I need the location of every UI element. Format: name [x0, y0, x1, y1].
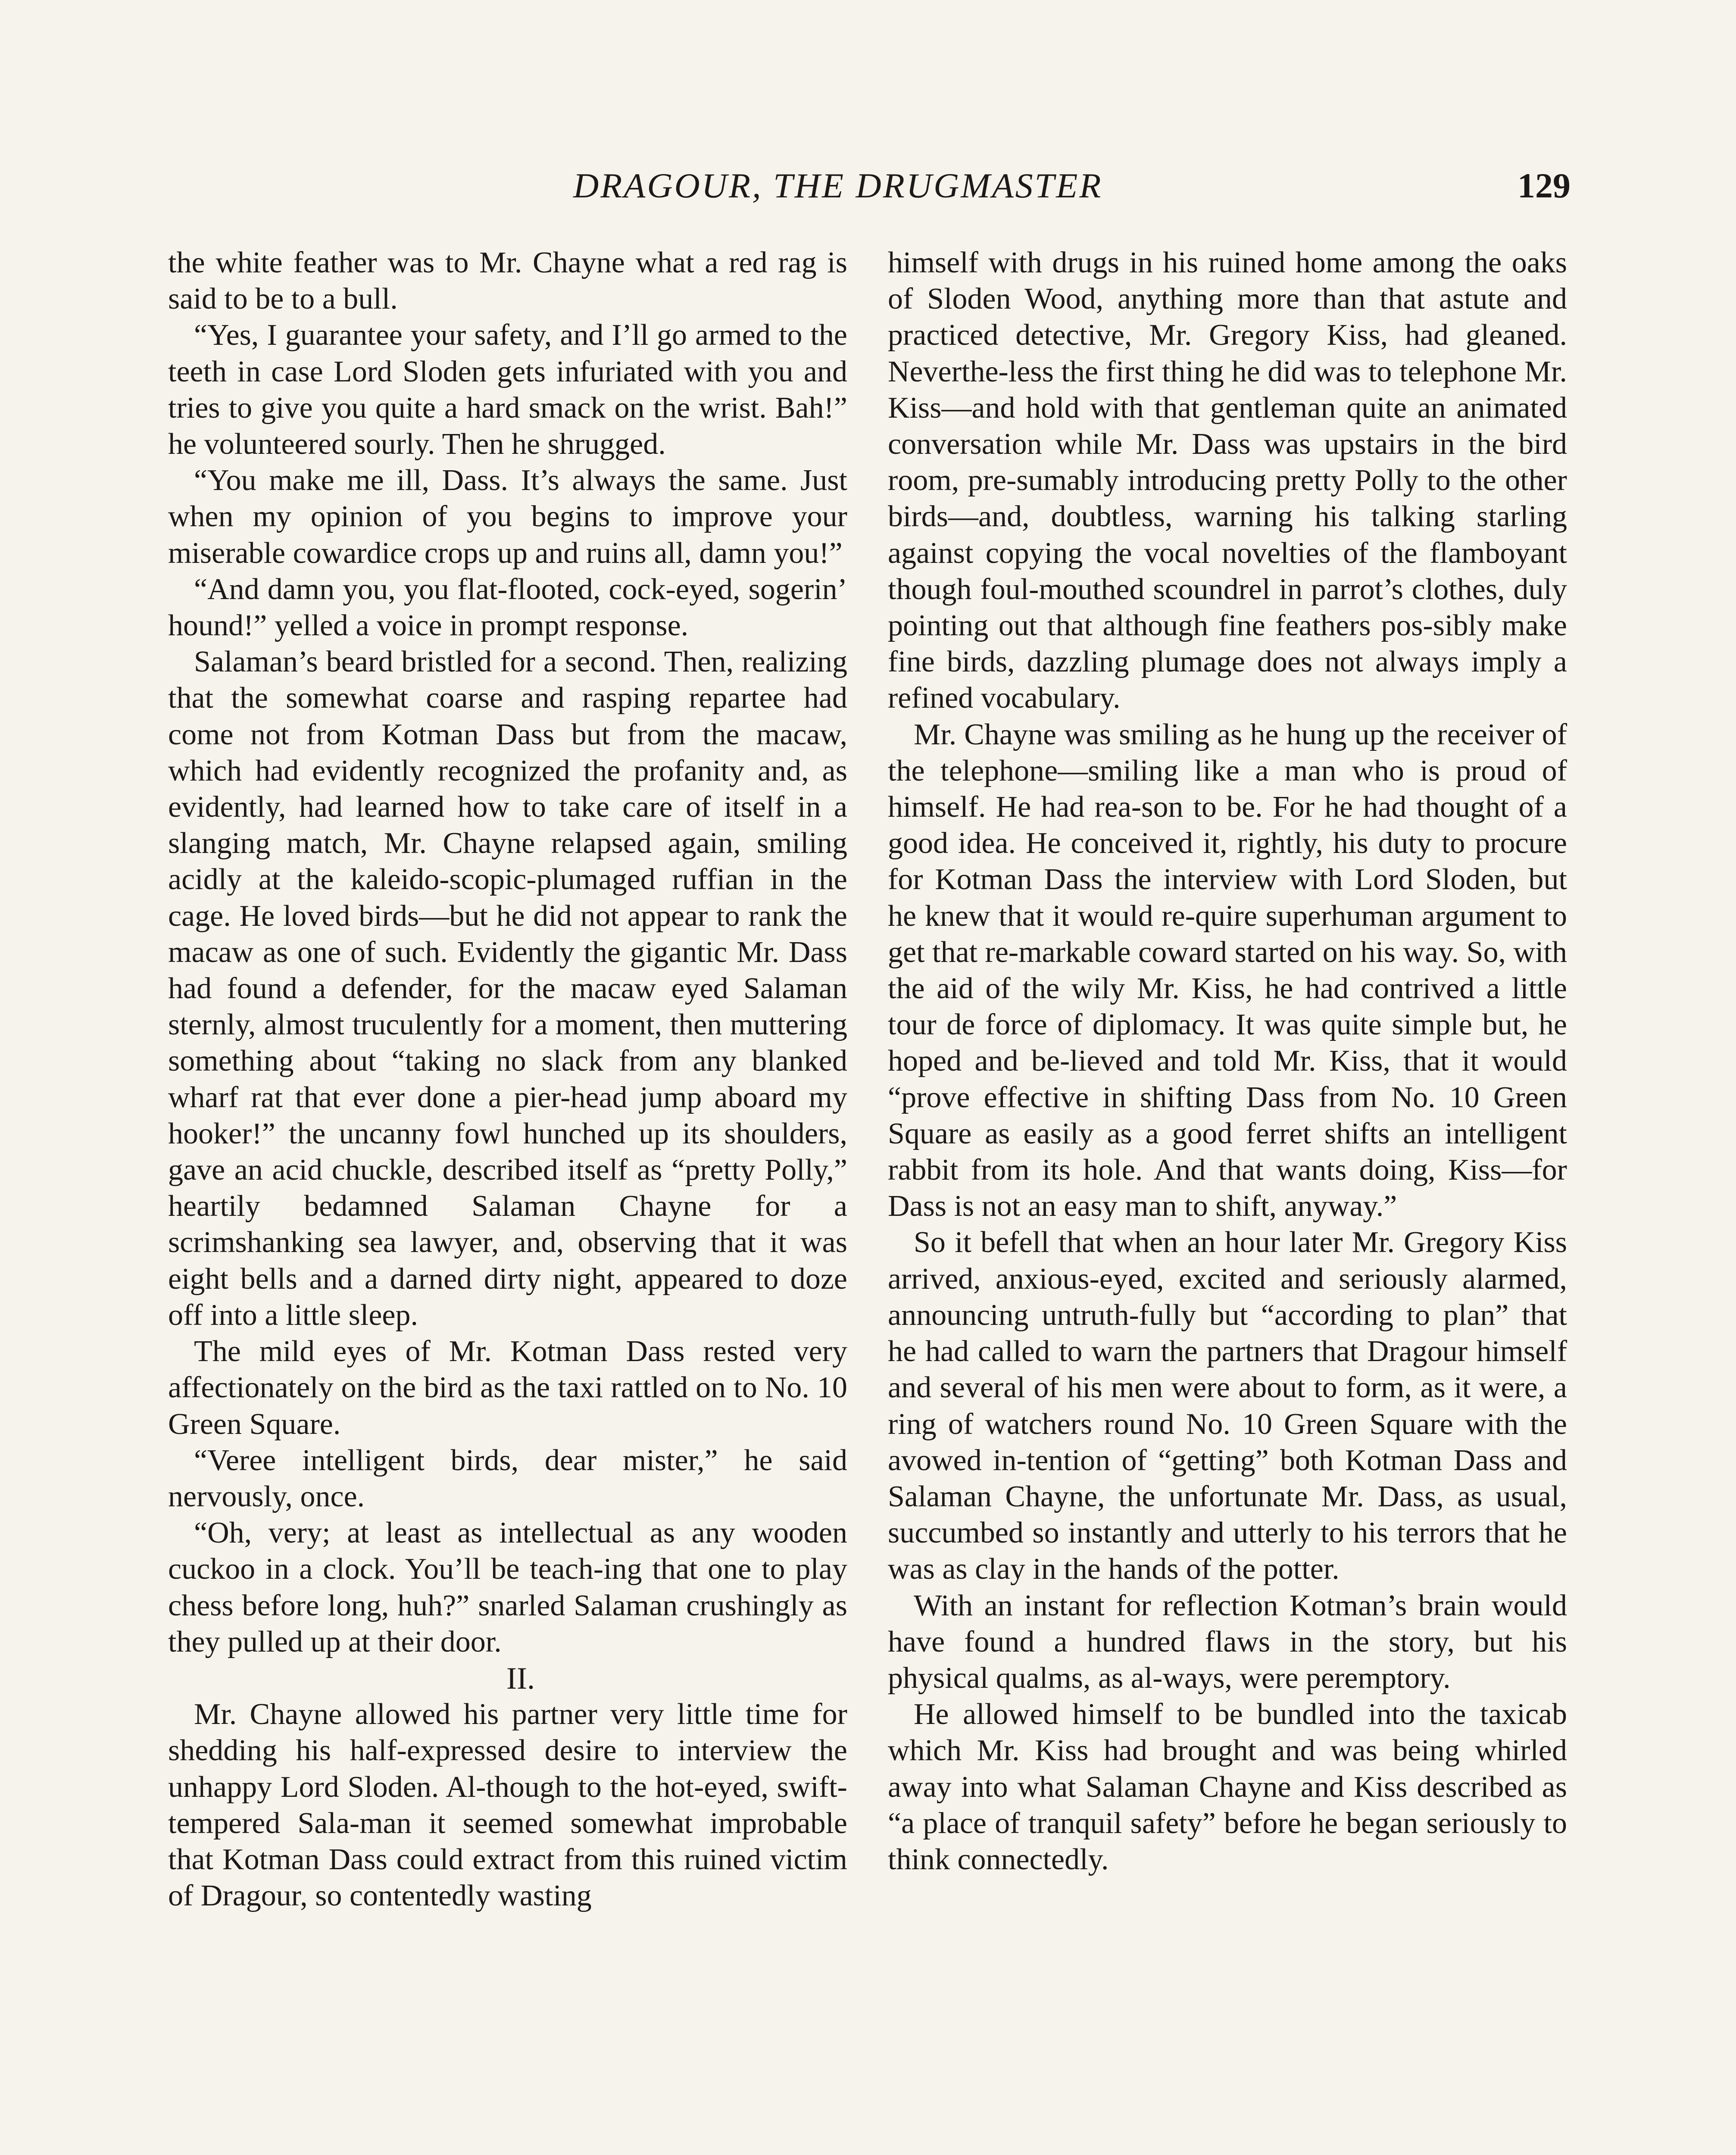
paragraph: “Yes, I guarantee your safety, and I’ll go armed to the teeth in case Lord Sloden gets infuriated with you and tries to give you quite a hard smack on the wrist. Bah!” he volunteered sourly. Then he shrugged. [168, 319, 847, 461]
paragraph: the white feather was to Mr. Chayne what a red rag is said to be to a bull. [168, 246, 847, 316]
left-column [168, 245, 847, 1914]
paragraph: Mr. Chayne was smiling as he hung up the receiver of the telephone—smiling like a man who is proud of himself. He had rea-son to be. For he had thought of a good idea. He conceived it, rightly, his duty to procure for Kotman Dass the interview with Lord Sloden, but he knew that it would re-quire superhuman argument to get that re-markable coward started on his way. So, with the aid of the wily Mr. Kiss, he had contrived a little tour de force of diplomacy. It was quite simple but, he hoped and be-lieved and told Mr. Kiss, that it would “prove effective in shifting Dass from No. 10 Green Square as easily as a good ferret shifts an intelligent rabbit from its hole. And that wants doing, Kiss—for Dass is not an easy man to shift, anyway.” [888, 718, 1567, 1223]
paragraph: With an instant for reflection Kotman’s brain would have found a hundred flaws in the story, but his physical qualms, as al-ways, were peremptory. [888, 1589, 1567, 1695]
paragraph: He allowed himself to be bundled into the taxicab which Mr. Kiss had brought and was being whirled away into what Salaman Chayne and Kiss described as “a place of tranquil safety” before he began seriously to think connectedly. [888, 1698, 1567, 1876]
page-number: 129 [1517, 166, 1571, 205]
section-heading: II. [506, 1661, 535, 1696]
running-header [168, 166, 1571, 213]
running-title: DRAGOUR, THE DRUGMASTER [573, 166, 1103, 205]
paragraph: “Oh, very; at least as intellectual as any wooden cuckoo in a clock. You’ll be teach-ing that one to play chess before long, huh?” snarled Salaman crushingly as they pulled up at their door. [168, 1516, 847, 1658]
paragraph: “You make me ill, Dass. It’s always the same. Just when my opinion of you begins to improve your miserable cowardice crops up and ruins all, damn you!” [168, 464, 847, 570]
paragraph: Mr. Chayne allowed his partner very little time for shedding his half-expressed desire to interview the unhappy Lord Sloden. Al-though to the hot-eyed, swift-tempered Sala-man it seemed somewhat improbable that Kotman Dass could extract from this ruined victim of Dragour, so contentedly wasting [168, 1698, 847, 1913]
right-column [888, 245, 1567, 1878]
paragraph: So it befell that when an hour later Mr. Gregory Kiss arrived, anxious-eyed, excited and seriously alarmed, announcing untruth-fully but “according to plan” that he had called to warn the partners that Dragour himself and several of his men were about to form, as it were, a ring of watchers round No. 10 Green Square with the avowed in-tention of “getting” both Kotman Dass and Salaman Chayne, the unfortunate Mr. Dass, as usual, succumbed so instantly and utterly to his terrors that he was as clay in the hands of the potter. [888, 1226, 1567, 1586]
paragraph: “Veree intelligent birds, dear mister,” he said nervously, once. [168, 1443, 847, 1513]
paragraph: “And damn you, you flat-flooted, cock-eyed, sogerin’ hound!” yelled a voice in prompt response. [168, 572, 847, 643]
paragraph: The mild eyes of Mr. Kotman Dass rested very affectionately on the bird as the taxi rattled on to No. 10 Green Square. [168, 1335, 847, 1441]
paragraph: himself with drugs in his ruined home among the oaks of Sloden Wood, anything more than that astute and practiced detective, Mr. Gregory Kiss, had gleaned. Neverthe-less the first thing he did was to telephone Mr. Kiss—and hold with that gentleman quite an animated conversation while Mr. Dass was upstairs in the bird room, pre-sumably introducing pretty Polly to the other birds—and, doubtless, warning his talking starling against copying the vocal novelties of the flamboyant though foul-mouthed scoundrel in parrot’s clothes, duly pointing out that although fine feathers pos-sibly make fine birds, dazzling plumage does not always imply a refined vocabulary. [888, 246, 1567, 715]
paragraph: Salaman’s beard bristled for a second. Then, realizing that the somewhat coarse and rasping repartee had come not from Kotman Dass but from the macaw, which had evidently recognized the profanity and, as evidently, had learned how to take care of itself in a slanging match, Mr. Chayne relapsed again, smiling acidly at the kaleido-scopic-plumaged ruffian in the cage. He loved birds—but he did not appear to rank the macaw as one of such. Evidently the gigantic Mr. Dass had found a defender, for the macaw eyed Salaman sternly, almost truculently for a moment, then muttering something about “taking no slack from any blanked wharf rat that ever done a pier-head jump aboard my hooker!” the uncanny fowl hunched up its shoulders, gave an acid chuckle, described itself as “pretty Polly,” heartily bedamned Salaman Chayne for a scrimshanking sea lawyer, and, observing that it was eight bells and a darned dirty night, appeared to doze off into a little sleep. [168, 645, 847, 1332]
